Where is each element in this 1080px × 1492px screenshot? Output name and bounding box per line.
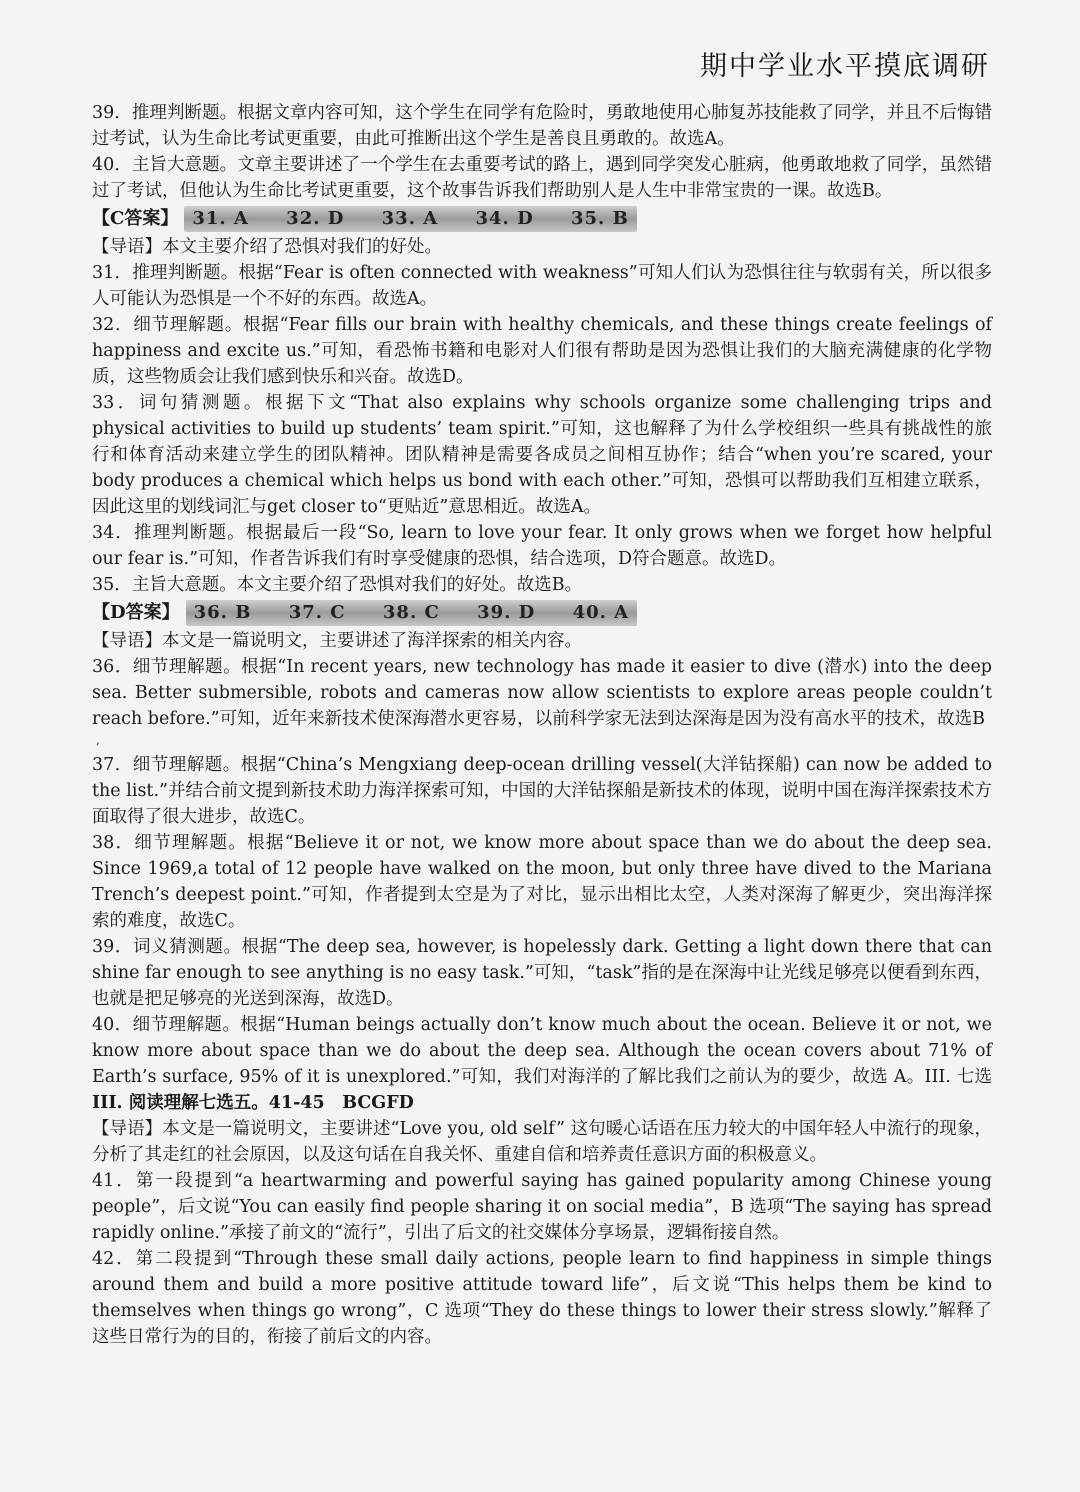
paragraph-q39: 39．推理判断题。根据文章内容可知，这个学生在同学有危险时，勇敢地使用心肺复苏技能救了同学，并且不后悔错过考试，认为生命比考试更重要，由此可推断出这个学生是善良且勇敢的。故选A。 xyxy=(92,103,992,149)
paragraph-q37: 37．细节理解题。根据“China’s Mengxiang deep-ocean drilling vessel(大洋钻探船) can now be added to the list.”并结合前文提到新技术助力海洋探索可知，中国的大洋钻探船是新技术的体现，说明中国在海洋探索技术方面取得了很大进步，故选C。 xyxy=(92,755,992,827)
answer-label-c: 【C答案】 xyxy=(92,208,179,229)
page-header-title: 期中学业水平摸底调研 xyxy=(700,51,990,82)
answer-key-item: 31. A xyxy=(192,208,249,229)
answer-key-d xyxy=(92,600,992,626)
paragraph-q35: 35．主旨大意题。本文主要介绍了恐惧对我们的好处。故选B。 xyxy=(92,575,583,595)
answer-keys-c xyxy=(184,206,636,232)
document-body xyxy=(92,100,992,1350)
paragraph-q40: 40．主旨大意题。文章主要讲述了一个学生在去重要考试的路上，遇到同学突发心脏病，他勇敢地救了同学，虽然错过了考试，但他认为生命比考试更重要，这个故事告诉我们帮助别人是人生中非常宝贵的一课。故选B。 xyxy=(92,155,992,201)
answer-keys-d xyxy=(186,600,638,626)
paragraph-q40-d xyxy=(92,1012,992,1116)
stray-mark: , xyxy=(96,733,100,747)
paragraph-q34: 34．推理判断题。根据最后一段“So, learn to love your fear. It only grows when we forget how helpful our fear is.”可知，作者告诉我们有时享受健康的恐惧，结合选项，D符合题意。故选D。 xyxy=(92,523,992,569)
paragraph-q31: 31．推理判断题。根据“Fear is often connected with weakness”可知人们认为恐惧往往与软弱有关，所以很多人可能认为恐惧是一个不好的东西。故选A。 xyxy=(92,263,992,309)
answer-key-item: 40. A xyxy=(572,602,630,623)
answer-key-item: 35. B xyxy=(570,208,629,229)
answer-key-item: 36. B xyxy=(193,602,252,623)
intro-c: 【导语】本文主要介绍了恐惧对我们的好处。 xyxy=(92,237,442,257)
answer-key-item: 32. D xyxy=(286,208,345,229)
paragraph-q42: 42．第二段提到“Through these small daily actions, people learn to find happiness in simple things around them and build a more positive attitude toward life”，后文说“This helps them be kind to themselves when things go wrong”，C 选项“They do these things to lower their stress slowly.”解释了这些日常行为的目的，衔接了前后文的内容。 xyxy=(92,1249,992,1347)
paragraph-q39-d: 39．词义猜测题。根据“The deep sea, however, is hopelessly dark. Getting a light down there that can shine far enough to see anything is no easy task.”可知，“task”指的是在深海中让光线足够亮以便看到东西，也就是把足够亮的光送到深海，故选D。 xyxy=(92,937,992,1009)
paragraph-q32: 32．细节理解题。根据“Fear fills our brain with healthy chemicals, and these things create feelings of happiness and excite us.”可知，看恐怖书籍和电影对人们很有帮助是因为恐惧让我们的大脑充满健康的化学物质，这些物质会让我们感到快乐和兴奋。故选D。 xyxy=(92,315,992,387)
answer-label-d: 【D答案】 xyxy=(92,602,180,623)
answer-key-c xyxy=(92,206,992,232)
paragraph-q33: 33．词句猜测题。根据下文“That also explains why schools organize some challenging trips and physical activities to build up students’ team spirit.”可知，这也解释了为什么学校组织一些具有挑战性的旅行和体育活动来建立学生的团队精神。团队精神是需要各成员之间相互协作；结合“when you’re scared, your body produces a chemical which helps us bond with each other.”可知，恐惧可以帮助我们互相建立联系，因此这里的划线词汇与get closer to“更贴近”意思相近。故选A。 xyxy=(92,393,992,517)
answer-key-item: 34. D xyxy=(475,208,534,229)
paragraph-q40-d-text: 40．细节理解题。根据“Human beings actually don’t know much about the ocean. Believe it or not, we know more about space than we do about the deep sea. Although the ocean covers about 71% of Earth’s surface, 95% of it is unexplored.”可知，我们对海洋的了解比我们之前认为的要少，故选 A。III. 七选 xyxy=(92,1015,992,1087)
paragraph-q38: 38．细节理解题。根据“Believe it or not, we know more about space than we do about the deep sea. Since 1969,a total of 12 people have walked on the moon, but only three have dived to the Mariana Trench’s deepest point.”可知，作者提到太空是为了对比，显示出相比太空，人类对深海了解更少，突出海洋探索的难度，故选C。 xyxy=(92,833,992,931)
intro-41-45: 【导语】本文是一篇说明文，主要讲述“Love you, old self” 这句暖心话语在压力较大的中国年轻人中流行的现象，分析了其走红的社会原因，以及这句话在自我关怀、重建自信和培养责任意识方面的积极意义。 xyxy=(92,1119,992,1165)
section-heading-41-45: III. 阅读理解七选五。41-45 BCGFD xyxy=(92,1093,414,1113)
answer-key-item: 39. D xyxy=(477,602,536,623)
answer-key-item: 33. A xyxy=(381,208,439,229)
paragraph-q36: 36．细节理解题。根据“In recent years, new technology has made it easier to dive (潜水) into the deep sea. Better submersible, robots and cameras now allow scientists to explore areas people couldn’t reach before.”可知，近年来新技术使深海潜水更容易，以前科学家无法到达深海是因为没有高水平的技术，故选B xyxy=(92,657,992,729)
answer-key-item: 37. C xyxy=(288,602,346,623)
answer-key-item: 38. C xyxy=(382,602,440,623)
paragraph-q41: 41．第一段提到“a heartwarming and powerful saying has gained popularity among Chinese young people”，后文说“You can easily find people sharing it on social media”，B 选项“The saying has spread rapidly online.”承接了前文的“流行”，引出了后文的社交媒体分享场景，逻辑衔接自然。 xyxy=(92,1171,992,1243)
intro-d: 【导语】本文是一篇说明文，主要讲述了海洋探索的相关内容。 xyxy=(92,631,582,651)
